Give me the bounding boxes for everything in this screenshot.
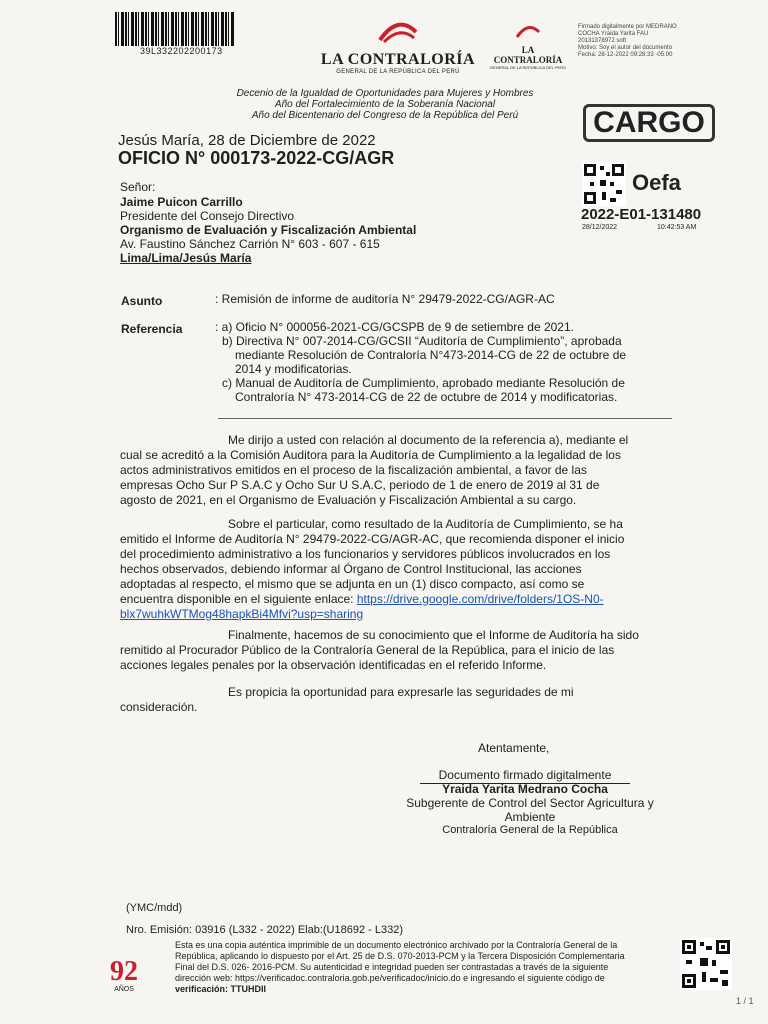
oefa-logo: Oefa <box>632 170 681 195</box>
recipient-title: Presidente del Consejo Directivo <box>120 209 295 223</box>
org-name: LA CONTRALORÍA <box>320 51 476 68</box>
legal-line: Final del D.S. 026- 2016-PCM. Su autenticidad e integridad pueden ser contrastadas a través de la siguiente <box>175 962 609 972</box>
decenio-line: Año del Fortalecimiento de la Soberanía Nacional <box>274 99 496 110</box>
p2-line: del procedimiento administrativo a los funcionarios y servidores públicos involucrados en los <box>120 547 611 561</box>
anniversary-label: AÑOS <box>114 986 134 993</box>
sig-line: Firmado digitalmente por MEDRANO <box>578 24 677 30</box>
paragraph-1 <box>120 433 670 508</box>
p2-line: hechos observados, debiendo informar al Órgano de Control Institucional, las acciones <box>120 562 582 576</box>
place-date: Jesús María, 28 de Diciembre de 2022 <box>118 132 376 149</box>
sig-line: Fecha: 28-12-2022 09:28:33 -05:00 <box>578 52 673 58</box>
recipient-org: Organismo de Evaluación y Fiscalización Ambiental <box>120 223 417 237</box>
signer-title: Ambiente <box>504 810 556 824</box>
decenio-header <box>220 88 550 121</box>
signer-title: Subgerente de Control del Sector Agricultura y <box>406 796 654 810</box>
registry-number: 2022-E01-131480 <box>581 206 702 223</box>
verification-code: verificación: TTUHDII <box>175 984 267 994</box>
anniversary-number: 92 <box>110 956 138 987</box>
p1-line: actos administrativos emitidos en el proceso de la fiscalización ambiental, a favor de las <box>120 463 587 477</box>
org-subtitle-small: GENERAL DE LA REPÚBLICA DEL PERÚ <box>490 65 566 70</box>
asunto-text: : Remisión de informe de auditoría N° 29479-2022-CG/AGR-AC <box>215 292 555 306</box>
p2-line: Sobre el particular, como resultado de la Auditoría de Cumplimiento, se ha <box>228 517 623 531</box>
ref-a: : a) Oficio N° 000056-2021-CG/GCSPB de 9 de setiembre de 2021. <box>215 320 574 334</box>
p2-link-prefix: encuentra disponible en el siguiente enlace: <box>120 592 357 606</box>
p1-line: empresas Ocho Sur P S.A.C y Ocho Sur U S.A.C, periodo de 1 de enero de 2019 al 31 de <box>120 478 600 492</box>
ref-c-line: c) Manual de Auditoría de Cumplimiento, aprobado mediante Resolución de <box>222 376 625 390</box>
paragraph-4 <box>120 685 670 715</box>
signer-org: Contraloría General de la República <box>442 824 618 836</box>
p3-line: Finalmente, hacemos de su conocimiento que el Informe de Auditoría ha sido <box>228 628 639 642</box>
p1-line: Me dirijo a usted con relación al documento de la referencia a), mediante el <box>228 433 629 447</box>
cargo-stamp: CARGO <box>583 104 715 142</box>
ref-b-line: mediante Resolución de Contraloría N°473-2014-CG de 22 de octubre de <box>235 348 627 362</box>
sig-line: Motivo: Soy el autor del documento <box>578 45 673 51</box>
oficio-number: OFICIO N° 000173-2022-CG/AGR <box>118 148 395 168</box>
paragraph-3 <box>120 628 670 673</box>
org-subtitle: GENERAL DE LA REPÚBLICA DEL PERÚ <box>336 69 460 75</box>
signer-name: Yraida Yarita Medrano Cocha <box>442 782 608 796</box>
p3-line: remitido al Procurador Público de la Contraloría General de la República, para el inicio de las <box>120 643 615 657</box>
salutation: Señor: <box>120 180 156 194</box>
sig-line: COCHA Yraida Yarita FAU <box>578 31 649 37</box>
verification-qr-icon <box>680 938 732 990</box>
p4-line: consideración. <box>120 700 198 714</box>
decenio-line: Año del Bicentenario del Congreso de la República del Perú <box>251 110 519 121</box>
barcode <box>115 12 235 46</box>
p1-line: cual se acreditó a la Comisión Auditora para la Auditoría de Cumplimiento a la legalidad de los <box>120 448 621 462</box>
recipient-name: Jaime Puicon Carrillo <box>120 195 243 209</box>
digital-signature-block <box>578 24 768 59</box>
asunto-label: Asunto <box>121 294 163 308</box>
closing: Atentamente, <box>478 741 550 755</box>
registry-date: 28/12/2022 <box>582 224 618 231</box>
legal-notice <box>175 940 675 995</box>
initials: (YMC/mdd) <box>126 902 183 914</box>
paragraph-2 <box>120 517 670 622</box>
recipient-address: Av. Faustino Sánchez Carrión N° 603 - 607 - 615 <box>120 237 380 251</box>
drive-link[interactable]: https://drive.google.com/drive/folders/1OS-N0- <box>356 592 604 606</box>
qr-code-icon <box>582 162 626 206</box>
legal-line: dirección web: https://verificadoc.contraloria.gob.pe/verificadoc/inicio.do e ingresando el siguiente código de <box>175 973 605 983</box>
drive-link-continued[interactable]: blx7wuhkWTMog48hapkBi4Mfvi?usp=sharing <box>120 607 364 621</box>
referencia-label: Referencia <box>121 322 183 336</box>
ref-b-line: b) Directiva N° 007-2014-CG/GCSII “Auditoría de Cumplimiento”, aprobada <box>222 334 622 348</box>
contraloria-emblem-small-icon <box>514 24 542 40</box>
page-number: 1 / 1 <box>736 996 754 1006</box>
p4-line: Es propicia la oportunidad para expresarle las seguridades de mi <box>228 685 574 699</box>
p2-line: emitido el Informe de Auditoría N° 29479-2022-CG/AGR-AC, que recomienda disponer el inicio <box>120 532 625 546</box>
anniversary-logo <box>93 958 155 1008</box>
sig-line: 20131378972 soft <box>578 38 627 44</box>
contraloria-logo-small <box>488 24 568 70</box>
ref-c-line: Contraloría N° 473-2014-CG de 22 de octubre de 2014 y modificatorias. <box>235 390 618 404</box>
legal-line: Esta es una copia auténtica imprimible de un documento electrónico archivado por la Contraloría General de la <box>175 940 618 950</box>
p1-line: agosto de 2021, en el Organismo de Evaluación y Fiscalización Ambiental a su cargo. <box>120 493 577 507</box>
signed-digitally: Documento firmado digitalmente <box>420 768 630 784</box>
contraloria-logo <box>318 20 478 75</box>
emission-number: Nro. Emisión: 03916 (L332 - 2022) Elab:(U18692 - L332) <box>126 924 403 936</box>
ref-b-line: 2014 y modificatorias. <box>235 362 352 376</box>
org-name-small: LA CONTRALORÍA <box>493 45 563 65</box>
contraloria-emblem-icon <box>376 20 420 46</box>
legal-line: República, aplicando lo dispuesto por el Art. 25 de D.S. 070-2013-PCM y la Tercera Disposición Complementaria <box>175 951 625 961</box>
registry-time: 10:42:53 AM <box>657 224 697 231</box>
p3-line: acciones legales penales por la observación identificadas en el referido Informe. <box>120 658 547 672</box>
divider <box>218 418 672 419</box>
barcode-number: 39L332202200173 <box>140 46 223 56</box>
recipient-city: Lima/Lima/Jesús María <box>120 251 252 265</box>
decenio-line: Decenio de la Igualdad de Oportunidades para Mujeres y Hombres <box>236 88 534 99</box>
p2-line: adoptadas al respecto, el mismo que se adjunta en un (1) disco compacto, así como se <box>120 577 585 591</box>
p2-link-line <box>120 592 670 607</box>
